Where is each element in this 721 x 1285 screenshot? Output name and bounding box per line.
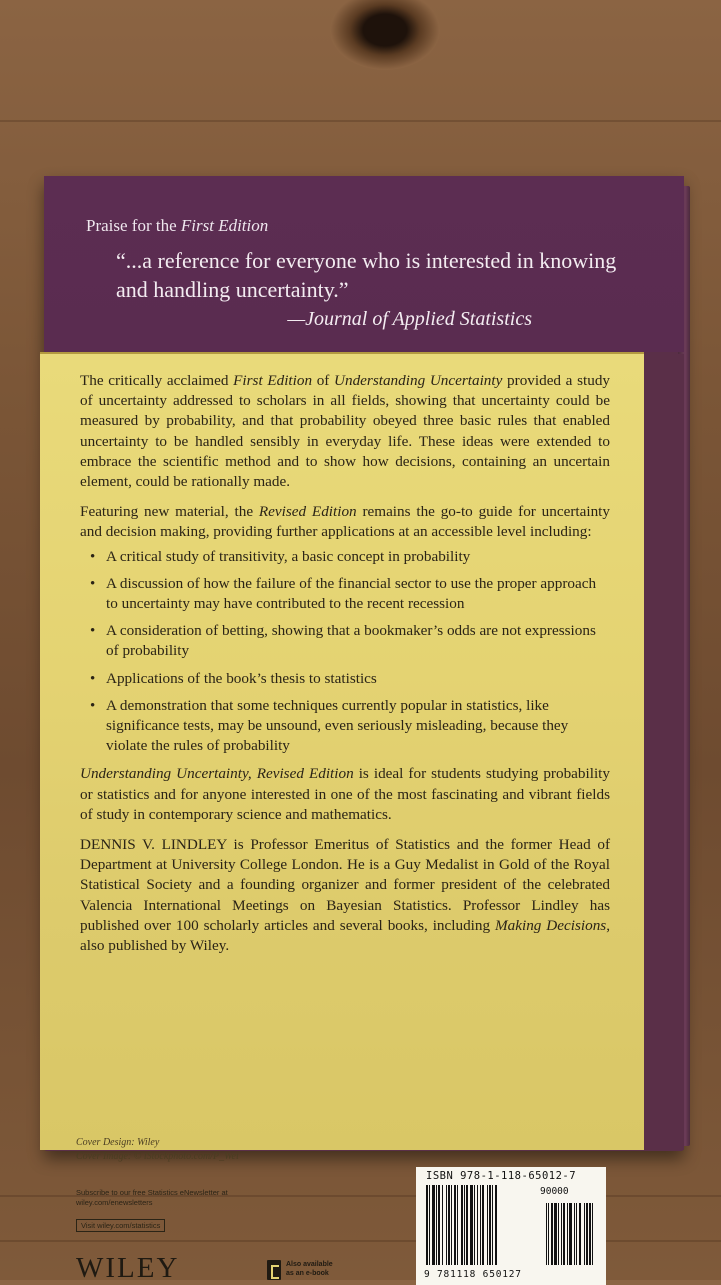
- barcode-bar: [442, 1185, 443, 1265]
- barcode-bar: [561, 1203, 562, 1265]
- barcode-bar: [558, 1203, 559, 1265]
- barcode-bar: [589, 1203, 591, 1265]
- barcode-bar: [482, 1185, 484, 1265]
- featuring-paragraph: Featuring new material, the Revised Edition remains the go-to guide for uncertainty and decision making, providing further applications at an accessible level including:: [80, 503, 610, 541]
- barcode-bar: [448, 1185, 450, 1265]
- book-back-cover: [44, 176, 684, 1284]
- barcode-bar: [487, 1185, 488, 1265]
- barcode-bar: [567, 1203, 568, 1265]
- barcode-bar: [451, 1185, 452, 1265]
- list-item: • Applications of the book’s thesis to statistics: [106, 669, 610, 689]
- list-item: • A demonstration that some techniques currently popular in statistics, like significance tests, may be unsound, even seriously misleading, because they violate the rules of probability: [106, 696, 610, 757]
- price-code: 90000: [540, 1186, 569, 1197]
- visit-link: Visit wiley.com/statistics: [76, 1219, 165, 1232]
- description-body: [80, 371, 610, 966]
- newsletter-note: Subscribe to our free Statistics eNewsletter at wiley.com/enewsletters: [76, 1188, 228, 1207]
- list-item: • A critical study of transitivity, a basic concept in probability: [106, 547, 610, 567]
- barcode-bar: [592, 1203, 593, 1265]
- barcode-bar: [432, 1185, 435, 1265]
- barcode-bar: [470, 1185, 473, 1265]
- publisher-logo: WILEY: [76, 1252, 180, 1284]
- isbn-barcode: [416, 1167, 606, 1285]
- barcode-bar: [569, 1203, 572, 1265]
- barcode-bars: [424, 1185, 596, 1267]
- barcode-bar: [563, 1203, 565, 1265]
- barcode-bar: [579, 1203, 581, 1265]
- description-panel: [40, 352, 644, 1284]
- barcode-bar: [546, 1203, 547, 1265]
- barcode-bar: [426, 1185, 428, 1265]
- praise-attribution: —Journal of Applied Statistics: [287, 308, 532, 330]
- barcode-bar: [492, 1185, 493, 1265]
- barcode-bar: [574, 1203, 575, 1265]
- isbn-top-text: ISBN 978-1-118-65012-7: [426, 1170, 577, 1182]
- ideal-paragraph: Understanding Uncertainty, Revised Edition is ideal for students studying probability or statistics and for anyone interested in one of the most fascinating and vibrant fields of study in contemporary science and mathematics.: [80, 765, 610, 823]
- ebook-note: Also available as an e-book: [286, 1261, 333, 1277]
- praise-heading: Praise for the First Edition: [86, 216, 269, 235]
- author-paragraph: DENNIS V. LINDLEY is Professor Emeritus of Statistics and the former Head of Department at University College London. He is a Guy Medalist in Gold of the Royal Statistical Society and a founding organizer and former president of the celebrated Valencia International Meetings on Bayesian Statistics. Professor Lindley has published over 100 scholarly articles and several books, including Making Decisions, also published by Wiley.: [80, 836, 611, 955]
- barcode-bar: [464, 1185, 465, 1265]
- wood-grain: [0, 1240, 721, 1242]
- barcode-bar: [548, 1203, 549, 1265]
- isbn-bottom-text: 9 781118 650127: [424, 1269, 522, 1280]
- feature-list: [80, 547, 610, 757]
- praise-band: [44, 176, 684, 352]
- barcode-bar: [457, 1185, 458, 1265]
- barcode-bar: [436, 1185, 437, 1265]
- barcode-bar: [554, 1203, 557, 1265]
- spine-strip: [644, 354, 684, 1150]
- intro-paragraph: The critically acclaimed First Edition of Understanding Uncertainty provided a study of uncertainty addressed to scholars in all fields, showing that uncertainty could be measured by probability, and that probability obeyed three basic rules that enabled uncertainty to be handled sensibly in everyday life. These ideas were extended to embrace the scientific method and to show how decisions, containing an uncertain element, could be rationally made.: [80, 372, 611, 491]
- barcode-bar: [461, 1185, 463, 1265]
- list-item: • A consideration of betting, showing that a bookmaker’s odds are not expressions of probability: [106, 621, 610, 661]
- barcode-bar: [495, 1185, 497, 1265]
- barcode-bar: [480, 1185, 481, 1265]
- barcode-bar: [438, 1185, 440, 1265]
- barcode-bar: [551, 1203, 553, 1265]
- praise-quote: “...a reference for everyone who is interested in knowing and handling uncertainty.”: [116, 248, 617, 302]
- barcode-bar: [474, 1185, 475, 1265]
- list-item: • A discussion of how the failure of the financial sector to use the proper approach to uncertainty may have contributed to the recent recession: [106, 574, 610, 614]
- barcode-bar: [576, 1203, 577, 1265]
- barcode-bar: [477, 1185, 478, 1265]
- wood-knot: [330, 0, 440, 70]
- cover-credits: Cover Design: Wiley Cover Image: © iStockphoto.com/P_Wei: [76, 1137, 239, 1162]
- barcode-bar: [586, 1203, 588, 1265]
- barcode-bar: [466, 1185, 468, 1265]
- barcode-bar: [429, 1185, 430, 1265]
- barcode-bar: [584, 1203, 585, 1265]
- barcode-bar: [489, 1185, 491, 1265]
- wood-grain: [0, 120, 721, 122]
- barcode-bar: [454, 1185, 456, 1265]
- barcode-bar: [446, 1185, 447, 1265]
- ebook-icon: [267, 1260, 281, 1280]
